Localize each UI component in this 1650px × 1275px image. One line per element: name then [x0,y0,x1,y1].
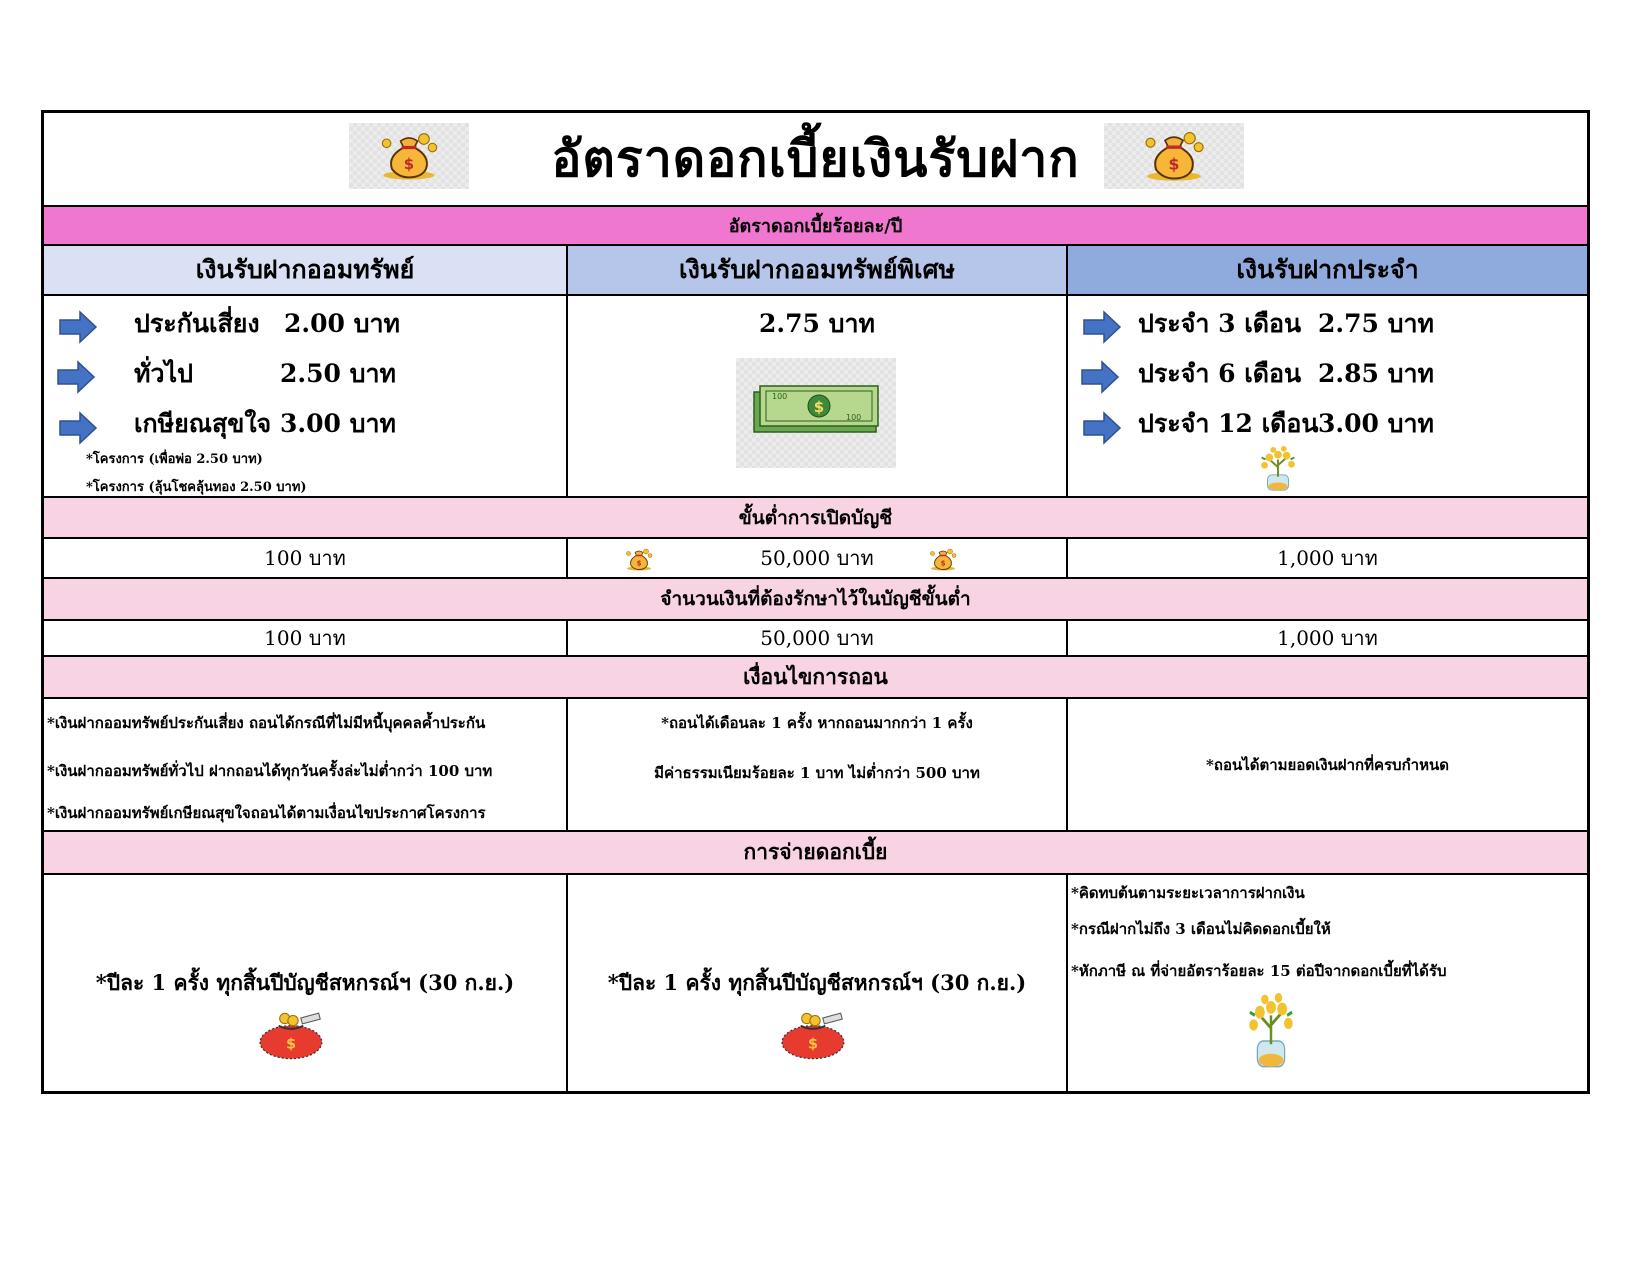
min-open-fixed: 1,000 บาท [1277,546,1378,570]
project-note: *โครงการ (ลุ้นโชคลุ้นทอง 2.50 บาท) [86,480,307,495]
conditions-savings: *เงินฝากออมทรัพย์ประกันเสี่ยง ถอนได้กรณีที่ไม่มีหนี้บุคคลค้ำประกัน *เงินฝากออมทรัพย์ทั่วไป ฝากถอนได้ทุกวันครั้งล่ะไม่ต่ำกว่า 100 บาท *เงินฝากออมทรัพย์เกษียณสุขใจถอนได้ตามเงื่อนไขประกาศโครงการ [44,699,568,830]
payment-fixed: *คิดทบต้นตามระยะเวลาการฝากเงิน *กรณีฝากไม่ถึง 3 เดือนไม่คิดดอกเบี้ยให้ *หักภาษี ณ ที่จ่ายอัตราร้อยละ 15 ต่อปีจากดอกเบี้ยที่ได้รับ [1068,875,1587,1091]
rate-value: 2.75 บาท [1318,309,1434,338]
title-row [44,113,1587,207]
rates-row [44,296,1587,498]
money-plant-jar-icon [1240,993,1302,1073]
title-left-image [349,123,469,189]
arrow-right-icon [58,411,98,445]
rate-value: 3.00 บาท [1318,409,1434,438]
rate-label: ประจำ 12 เดือน [1138,409,1319,438]
subtitle: อัตราดอกเบี้ยร้อยละ/ปี [728,216,903,237]
min-open-header-row [44,498,1587,539]
fixed-rates-cell [1068,296,1587,496]
payment-header-row [44,832,1587,875]
rate-label: ประจำ 3 เดือน [1138,309,1302,338]
min-open-savings: 100 บาท [44,539,568,577]
arrow-right-icon [1082,411,1122,445]
column-header-fixed: เงินรับฝากประจำ [1068,246,1587,294]
min-open-special: 50,000 บาท [568,539,1068,577]
payment-special: *ปีละ 1 ครั้ง ทุกสิ้นปีบัญชีสหกรณ์ฯ (30 ก.ย.) [568,875,1068,1091]
savings-rates-cell [44,296,568,496]
money-bag-icon [377,127,441,183]
min-balance-fixed: 1,000 บาท [1277,626,1378,650]
min-balance-special: 50,000 บาท [568,621,1068,655]
rate-label: ทั่วไป [134,359,193,388]
column-header-special: เงินรับฝากออมทรัพย์พิเศษ [568,246,1068,294]
min-open-header: ขั้นต่ำการเปิดบัญชี [738,506,893,529]
money-bag-icon [624,545,654,573]
rate-label: ประจำ 6 เดือน [1138,359,1302,388]
column-header-savings: เงินรับฝากออมทรัพย์ [44,246,568,294]
arrow-right-icon [56,360,96,394]
conditions-fixed: *ถอนได้ตามยอดเงินฝากที่ครบกำหนด [1206,755,1449,774]
money-plant-jar-icon [1253,446,1303,494]
red-money-pouch-icon [778,1009,850,1061]
min-balance-header-row [44,579,1587,621]
payment-row [44,875,1587,1091]
rate-label: ประกันเสี่ยง [134,309,260,338]
project-note: *โครงการ (เพื่อพ่อ 2.50 บาท) [86,452,263,467]
rate-value: 2.50 บาท [280,359,396,388]
subtitle-band [44,207,1587,246]
payment-savings: *ปีละ 1 ครั้ง ทุกสิ้นปีบัญชีสหกรณ์ฯ (30 ก.ย.) [44,875,568,1091]
rate-value: 2.85 บาท [1318,359,1434,388]
arrow-right-icon [1082,310,1122,344]
title-right-image [1104,123,1244,189]
special-rate-cell [568,296,1068,496]
rate-value: 3.00 บาท [280,409,396,438]
rate-value: 2.00 บาท [284,309,400,338]
arrow-right-icon [58,310,98,344]
rate-label: เกษียณสุขใจ [134,409,272,438]
interest-rate-table [41,110,1590,1094]
banknote-image [736,358,896,468]
banknote-icon [750,384,882,434]
svg-text:$: $ [813,398,825,416]
money-bag-icon [1138,127,1210,183]
rate-value: 2.75 บาท [759,309,875,338]
min-balance-header: จำนวนเงินที่ต้องรักษาไว้ในบัญชีขั้นต่ำ [660,588,971,610]
money-bag-icon [928,545,958,573]
column-header-row [44,246,1587,296]
svg-text:100: 100 [846,413,862,422]
conditions-header: เงื่อนไขการถอน [743,663,888,689]
conditions-header-row [44,657,1587,699]
min-open-values-row [44,539,1587,579]
min-balance-values-row [44,621,1587,657]
page-title: อัตราดอกเบี้ยเงินรับฝาก [551,128,1080,188]
arrow-right-icon [1080,360,1120,394]
red-money-pouch-icon [256,1009,328,1061]
payment-header: การจ่ายดอกเบี้ย [743,839,888,864]
conditions-row [44,699,1587,832]
min-balance-savings: 100 บาท [44,621,568,655]
conditions-special: *ถอนได้เดือนละ 1 ครั้ง หากถอนมากกว่า 1 ครั้ง มีค่าธรรมเนียมร้อยละ 1 บาท ไม่ต่ำกว่า 500 บาท [568,699,1068,830]
svg-text:100: 100 [772,392,788,401]
